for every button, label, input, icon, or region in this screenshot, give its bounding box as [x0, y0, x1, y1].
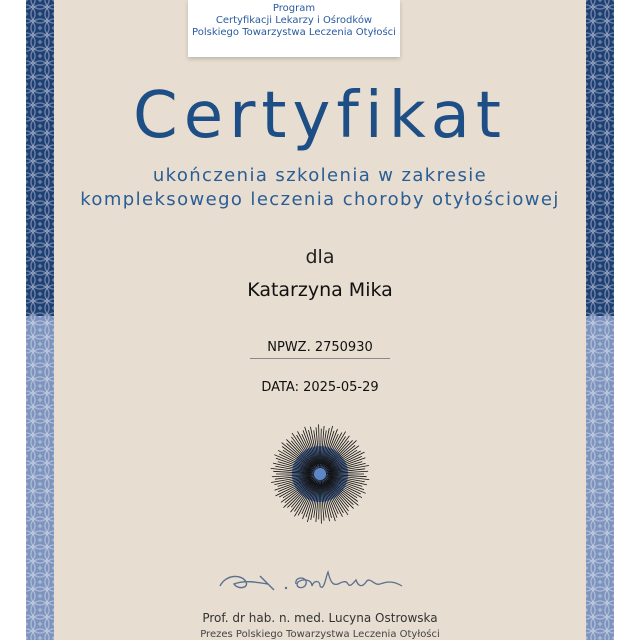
certificate-title: Certyfikat — [133, 79, 507, 153]
recipient-name: Katarzyna Mika — [247, 279, 393, 301]
header-line-1: Program — [272, 3, 316, 14]
certificate-subtitle-line-2: kompleksowego leczenia choroby otyłościowej — [80, 189, 560, 210]
issue-date: DATA: 2025-05-29 — [261, 380, 379, 395]
header-line-2: Certyfikacji Lekarzy i Ośrodków — [215, 15, 373, 26]
sunburst-emblem-icon — [269, 423, 371, 525]
handwritten-signature — [216, 566, 410, 596]
for-label: dla — [305, 246, 335, 268]
signatory-role: Prezes Polskiego Towarzystwa Leczenia Otyłości — [200, 629, 440, 640]
left-border-light — [26, 316, 54, 640]
npwz-number: NPWZ. 2750930 — [250, 340, 390, 359]
right-border-dark — [586, 0, 614, 316]
program-header-card — [188, 0, 400, 57]
right-border-light — [586, 316, 614, 640]
certificate-subtitle-line-1: ukończenia szkolenia w zakresie — [152, 165, 488, 186]
left-border-dark — [26, 0, 54, 316]
header-line-3: Polskiego Towarzystwa Leczenia Otyłości — [192, 27, 396, 38]
signatory-name: Prof. dr hab. n. med. Lucyna Ostrowska — [202, 611, 438, 625]
